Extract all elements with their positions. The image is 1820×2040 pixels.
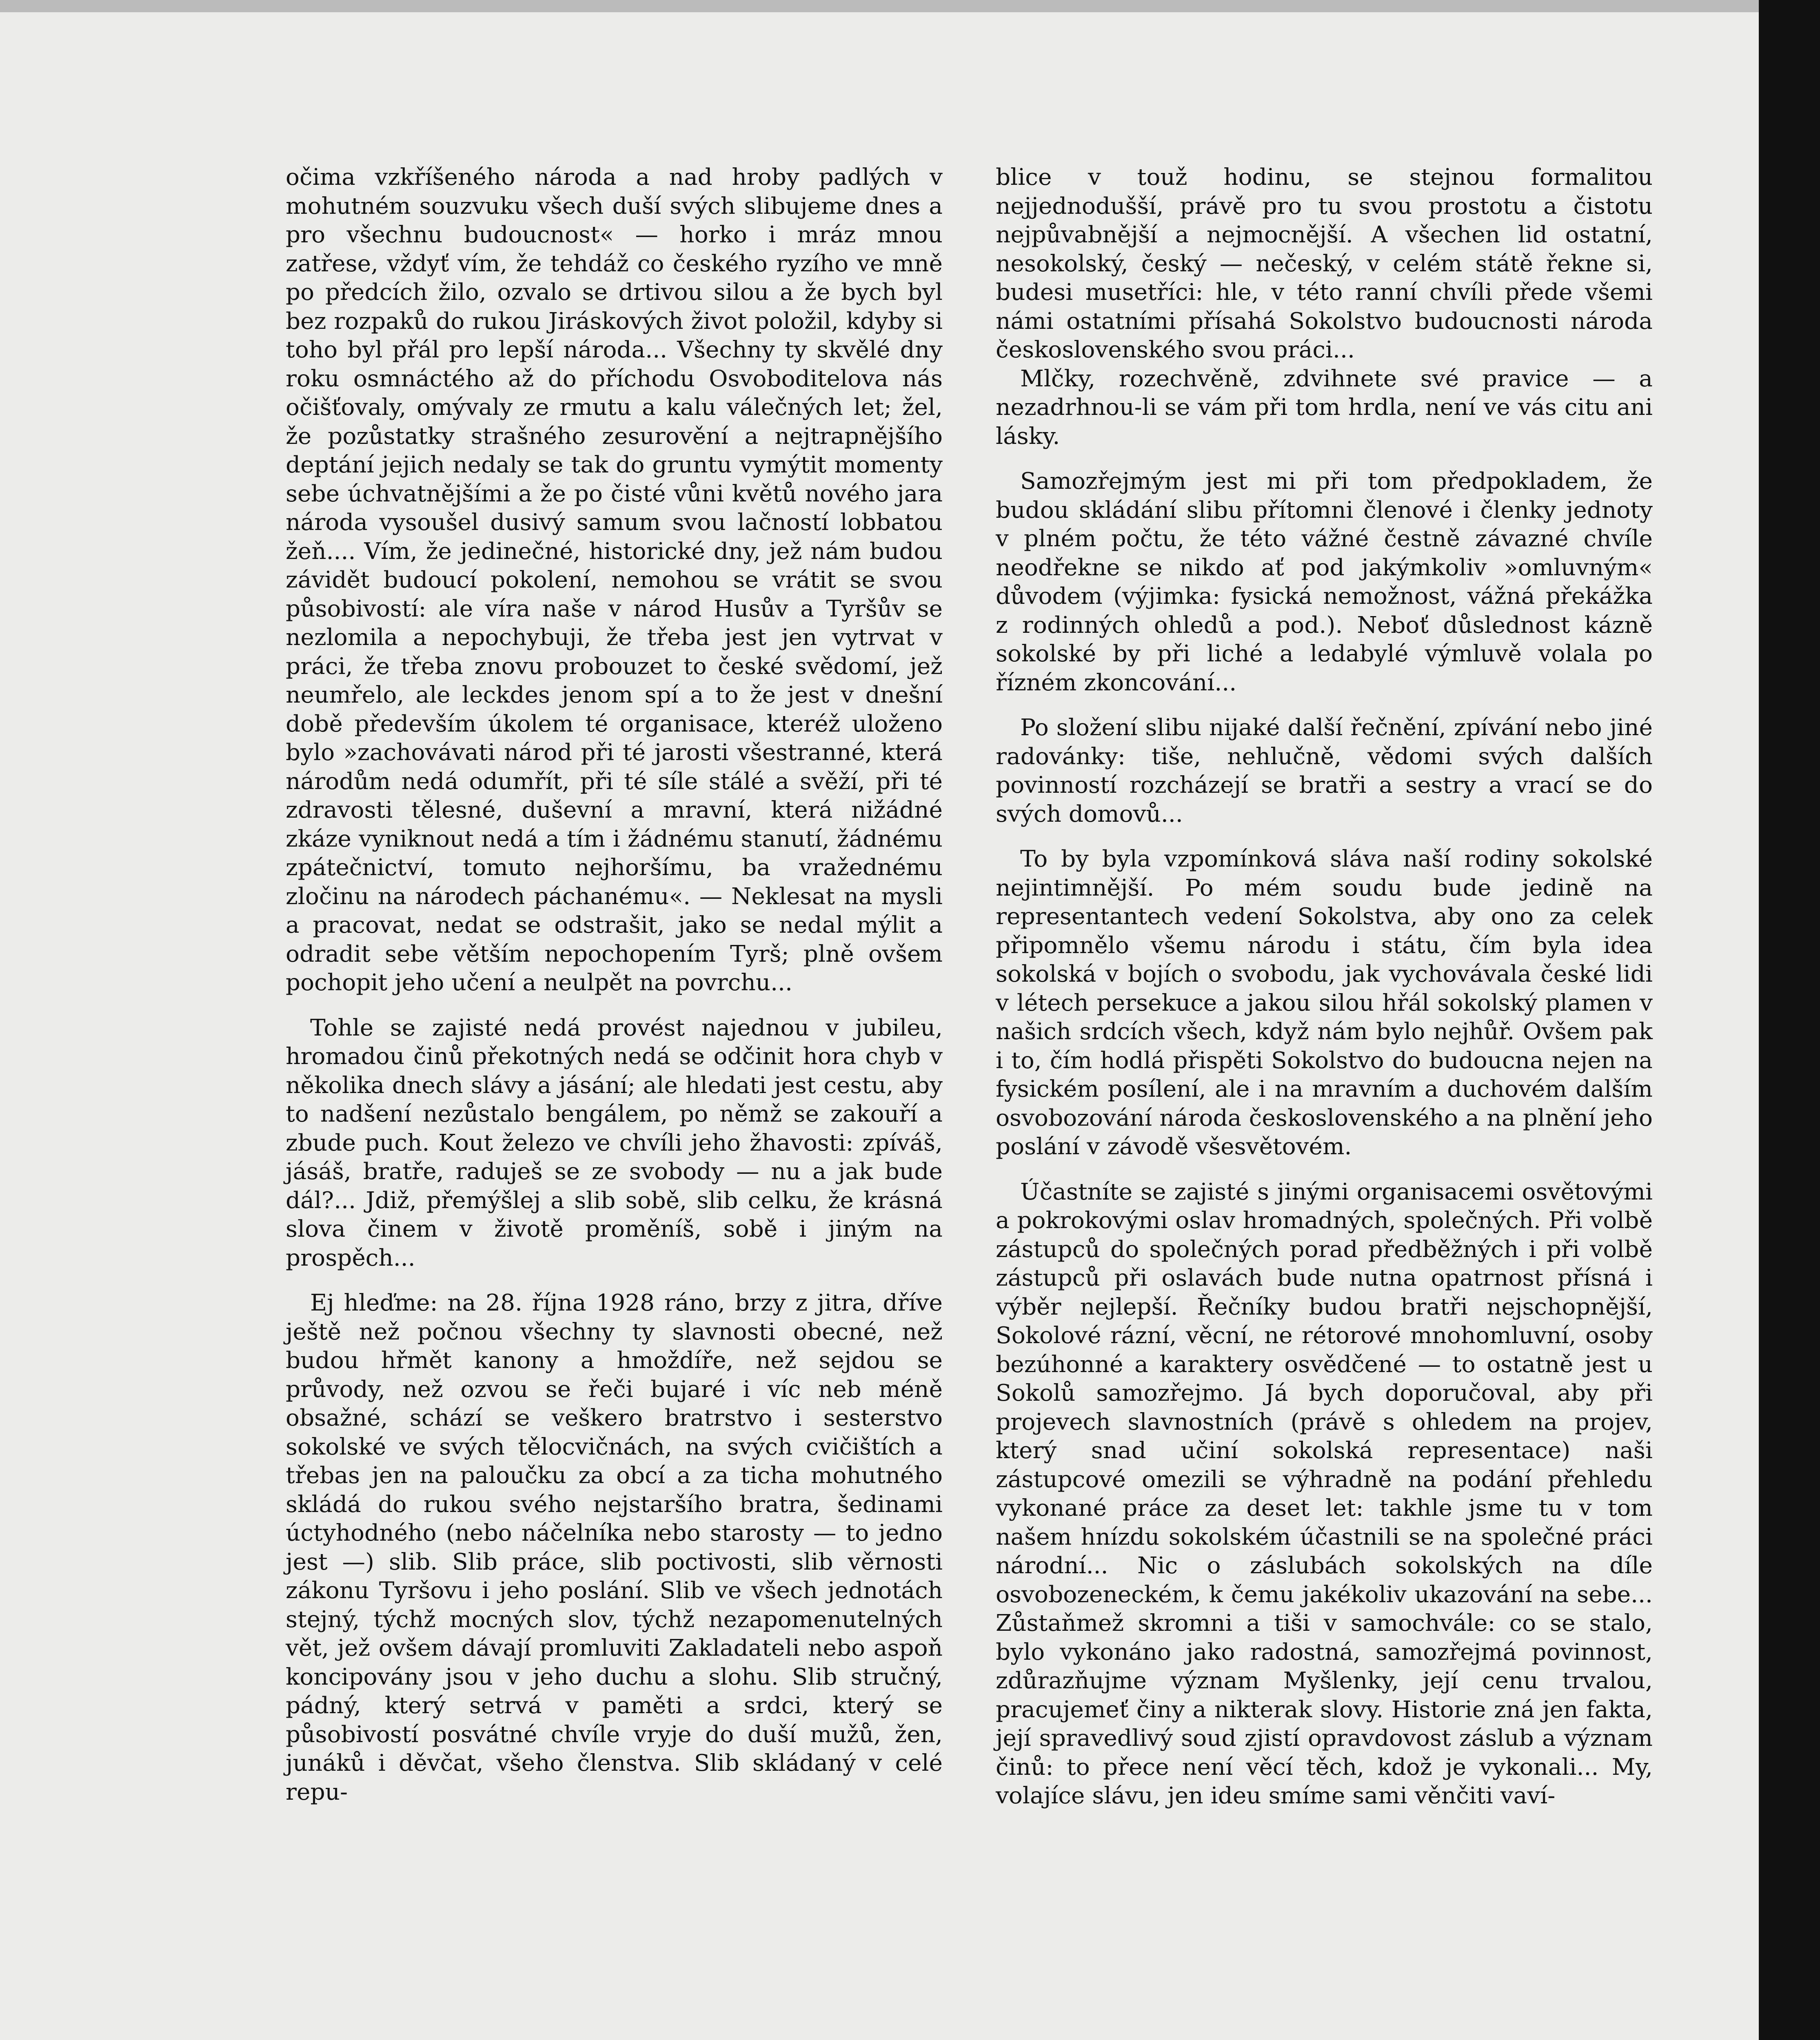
paragraph: blice v touž hodinu, se stejnou formalitou nejjednodušší, právě pro tu svou prostotu a čistotu nejpůvabnější a nejmocnější. A všechen lid ostatní, nesokolský, český — nečeský, v celém státě řekne si, budesi musetříci: hle, v této ranní chvíli přede všemi námi ostatními přísahá Sokolstvo budoucnosti národa československého svou práci... xyxy=(996,164,1653,363)
paragraph: Účastníte se zajisté s jinými organisacemi osvětovými a pokrokovými oslav hromadných, společných. Při volbě zástupců do společných porad předběžných i při volbě zástupců při oslavách bude nutna opatrnost přísná i výběr nejlepší. Řečníky budou bratři nejschopnější, Sokolové rázní, věcní, ne rétorové mnohomluvní, osoby bezúhonné a karaktery osvědčené — to ostatně jest u Sokolů samozřejmo. Já bych doporučoval, aby při projevech slavnostních (právě s ohledem na projev, který snad učiní sokolská representace) naši zástupcové omezili se výhradně na podání přehledu vykonané práce za deset let: takhle jsme tu v tom našem hnízdu sokolském účastnili se na společné práci národní... Nic o záslubách sokolských na díle osvobozeneckém, k čemu jakékoliv ukazování na sebe... Zůstaňmež skromni a tiši v samochvále: co se stalo, bylo vykonáno jako radostná, samozřejmá povinnost, zdůrazňujme význam Myšlenky, její cenu trvalou, pracujemeť činy a nikterak slovy. Historie zná jen fakta, její spravedlivý soud zjistí opravdovost záslub a význam činů: to přece není věcí těch, kdož je vykonali... My, volajíce slávu, jen ideu smíme sami věnčiti vaví- xyxy=(996,1178,1653,1809)
paragraph: Samozřejmým jest mi při tom předpokladem, že budou skládání slibu přítomni členové i členky jednoty v plném počtu, že této vážné čestně závazné chvíle neodřekne se nikdo ať pod jakýmkoliv »omluvným« důvodem (výjimka: fysická nemožnost, vážná překážka z rodinných ohledů a pod.). Neboť důslednost kázně sokolské by při liché a ledabylé výmluvě volala po řízném zkoncování... xyxy=(996,468,1653,696)
left-text-column xyxy=(286,163,943,1807)
paragraph: Tohle se zajisté nedá provést najednou v jubileu, hromadou činů překotných nedá se odčinit hora chyb v několika dnech slávy a jásání; ale hledati jest cestu, aby to nadšení nezůstalo bengálem, po němž se zakouří a zbude puch. Kout železo ve chvíli jeho žhavosti: zpíváš, jásáš, bratře, raduješ se ze svobody — nu a jak bude dál?... Jdiž, přemýšlej a slib sobě, slib celku, že krásná slova činem v životě proměníš, sobě i jiným na prospěch... xyxy=(286,1014,943,1271)
paragraph: Mlčky, rozechvěně, zdvihnete své pravice — a nezadrhnou-li se vám při tom hrdla, není ve vás citu ani lásky. xyxy=(996,365,1653,450)
scan-right-edge xyxy=(1759,0,1820,2040)
paragraph: Ej hleďme: na 28. října 1928 ráno, brzy z jitra, dříve ještě než počnou všechny ty slavnosti obecné, než budou hřmět kanony a hmoždíře, než sejdou se průvody, než ozvou se řeči bujaré i víc neb méně obsažné, schází se veškero bratrstvo i sesterstvo sokolské ve svých tělocvičnách, na svých cvičištích a třebas jen na paloučku za obcí a za ticha mohutného skládá do rukou svého nejstaršího bratra, šedinami úctyhodného (nebo náčelníka nebo starosty — to jedno jest —) slib. Slib práce, slib poctivosti, slib věrnosti zákonu Tyršovu i jeho poslání. Slib ve všech jednotách stejný, týchž mocných slov, týchž nezapomenutelných vět, jež ovšem dávají promluviti Zakladateli nebo aspoň koncipovány jsou v jeho duchu a slohu. Slib stručný, pádný, který setrvá v paměti a srdci, který se působivostí posvátné chvíle vryje do duší mužů, žen, junáků i děvčat, všeho členstva. Slib skládaný v celé repu- xyxy=(286,1290,943,1805)
paragraph: Po složení slibu nijaké další řečnění, zpívání nebo jiné radovánky: tiše, nehlučně, vědomi svých dalších povinností rozcházejí se bratři a sestry a vrací se do svých domovů... xyxy=(996,714,1653,827)
scan-top-edge xyxy=(0,0,1820,12)
paragraph: očima vzkříšeného národa a nad hroby padlých v mohutném souzvuku všech duší svých slibujeme dnes a pro všechnu budoucnost« — horko i mráz mnou zatřese, vždyť vím, že tehdáž co českého ryzího ve mně po předcích žilo, ozvalo se drtivou silou a že bych byl bez rozpaků do rukou Jiráskových život položil, kdyby si toho byl přál pro lepší národa... Všechny ty skvělé dny roku osmnáctého až do příchodu Osvoboditelova nás očišťovaly, omývaly ze rmutu a kalu válečných let; žel, že pozůstatky strašného zesurovění a nejtrapnějšího deptání jejich nedaly se tak do gruntu vymýtit momenty sebe úchvatnějšími a že po čisté vůni květů nového jara národa vysoušel dusivý samum svou lačností lobbatou žeň.... Vím, že jedinečné, historické dny, jež nám budou závidět budoucí pokolení, nemohou se vrátit se svou působivostí: ale víra naše v národ Husův a Tyršův se nezlomila a nepochybuji, že třeba jest jen vytrvat v práci, že třeba znovu probouzet to české svědomí, jež neumřelo, ale leckdes jenom spí a to že jest v dnešní době především úkolem té organisace, kteréž uloženo bylo »zachovávati národ při té jarosti všestranné, která národům nedá odumřít, při té síle stálé a svěží, při té zdravosti tělesné, duševní a mravní, která nižádné zkáze vyniknout nedá a tím i žádnému stanutí, žádnému zpátečnictví, tomuto nejhoršímu, ba vražednému zločinu na národech páchanému«. — Neklesat na mysli a pracovat, nedat se odstrašit, jako se nedal mýlit a odradit sebe větším nepochopením Tyrš; plně ovšem pochopit jeho učení a neulpět na povrchu... xyxy=(286,164,943,996)
paragraph: To by byla vzpomínková sláva naší rodiny sokolské nejintimnější. Po mém soudu bude jedině na representantech vedení Sokolstva, aby ono za celek připomnělo všemu národu i státu, čím byla idea sokolská v bojích o svobodu, jak vychovávala české lidi v létech persekuce a jakou silou hřál sokolský plamen v našich srdcích všech, když nám bylo nejhůř. Ovšem pak i to, čím hodlá přispěti Sokolstvo do budoucna nejen na fysickém posílení, ale i na mravním a duchovém dalším osvobozování národa československého a na plnění jeho poslání v závodě všesvětovém. xyxy=(996,846,1653,1160)
right-text-column xyxy=(996,163,1653,1811)
